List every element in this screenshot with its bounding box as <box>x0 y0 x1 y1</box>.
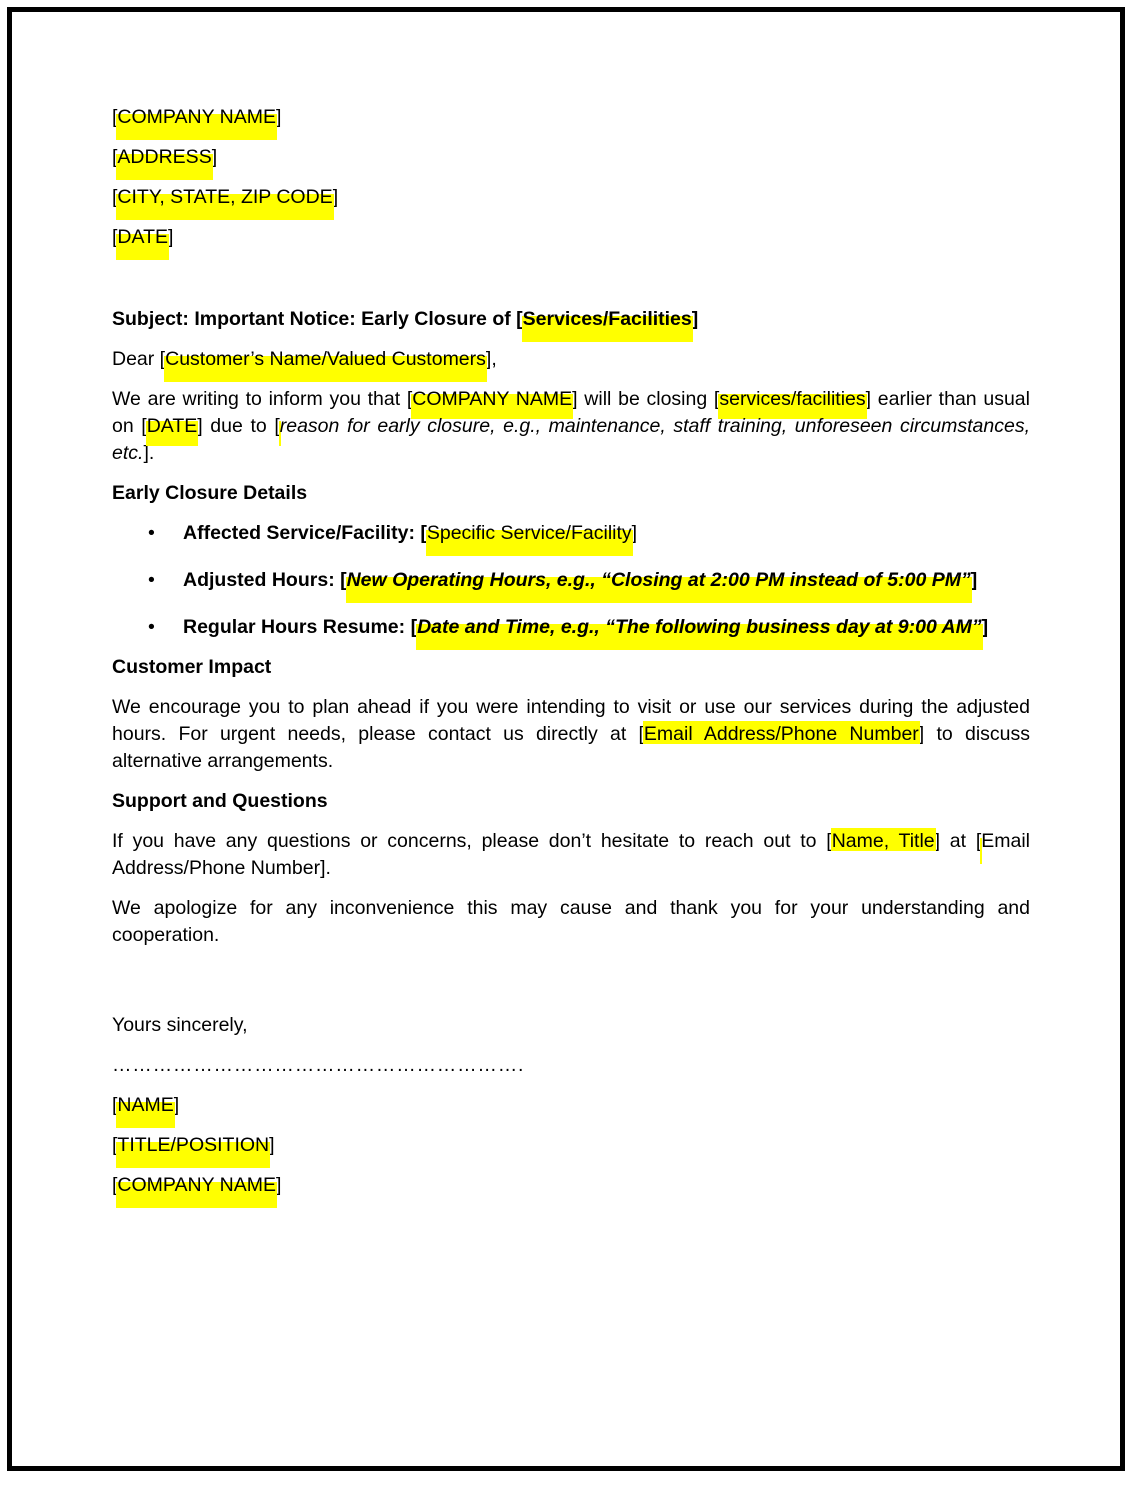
support-segment-3: ]. <box>320 857 331 879</box>
signer-company-line <box>112 1172 1030 1199</box>
placeholder-email-phone-impact: Email Address/Phone Number <box>643 723 919 745</box>
support-questions-paragraph <box>112 828 1030 882</box>
sender-address-line <box>112 144 1030 171</box>
placeholder-services-facilities: Services/Facilities <box>522 308 692 330</box>
sign-off-line: Yours sincerely, <box>112 1014 248 1036</box>
placeholder-address: ADDRESS <box>117 146 212 168</box>
early-closure-details-list <box>112 520 1030 641</box>
placeholder-date-inline: DATE <box>146 415 198 437</box>
placeholder-signer-title: TITLE/POSITION <box>117 1134 270 1156</box>
intro-segment-3: ] earlier than usual on [ <box>112 388 1030 437</box>
placeholder-customer-name: Customer’s Name/Valued Customers <box>165 348 486 370</box>
list-item-label: Regular Hours Resume <box>183 616 399 638</box>
list-item-separator: : [ <box>398 616 418 638</box>
close-bracket: ] <box>211 146 218 168</box>
placeholder-company-name-inline: COMPANY NAME <box>412 388 573 410</box>
salutation-suffix: ], <box>485 348 497 370</box>
placeholder-company-name: COMPANY NAME <box>117 106 276 128</box>
placeholder-regular-hours-resume-datetime: Date and Time, e.g., “The following business day at 9:00 AM” <box>417 616 982 638</box>
list-item <box>112 614 1030 641</box>
close-bracket: ] <box>275 106 282 128</box>
sender-city-state-zip-line <box>112 184 1030 211</box>
support-segment-1: If you have any questions or concerns, please don’t hesitate to reach out to [ <box>112 830 832 852</box>
placeholder-name-title: Name, Title <box>831 830 935 852</box>
open-bracket: [ <box>112 1174 118 1196</box>
apology-paragraph: We apologize for any inconvenience this may cause and thank you for your understanding and cooperation. <box>112 897 1030 946</box>
open-bracket: [ <box>112 186 118 208</box>
intro-paragraph <box>112 386 1030 467</box>
placeholder-city-state-zip: CITY, STATE, ZIP CODE <box>117 186 333 208</box>
subject-label: Subject: Important Notice: Early Closure of [ <box>112 308 523 330</box>
support-segment-2: ] at [ <box>934 830 982 852</box>
list-item-label: Affected Service/Facility <box>183 522 409 544</box>
intro-segment-4: ] due to [ <box>197 415 280 437</box>
placeholder-services-facilities-inline: services/facilities <box>719 388 866 410</box>
open-bracket: [ <box>112 1094 118 1116</box>
list-item-separator: : [ <box>328 569 347 591</box>
close-bracket: ] <box>691 308 699 330</box>
letter-body <box>112 104 1030 1212</box>
close-bracket: ] <box>269 1134 275 1156</box>
header-spacer <box>112 264 1030 306</box>
open-bracket: [ <box>112 226 118 248</box>
placeholder-new-operating-hours: New Operating Hours, e.g., “Closing at 2:00 PM instead of 5:00 PM” <box>346 569 971 591</box>
placeholder-date: DATE <box>117 226 168 248</box>
sender-company-line <box>112 104 1030 131</box>
list-item <box>112 520 1030 547</box>
bullet-point-icon: • <box>148 616 155 638</box>
list-item-label: Adjusted Hours <box>183 569 329 591</box>
bullet-point-icon: • <box>148 569 155 591</box>
close-bracket: ] <box>970 569 978 591</box>
heading-customer-impact: Customer Impact <box>112 656 272 678</box>
impact-segment-1: We encourage you to plan ahead if you were intending to visit or use our services during the adjusted hours. For urgent needs, please contact us directly at [ <box>112 696 1030 745</box>
signature-spacer <box>112 962 1030 1012</box>
close-bracket: ] <box>981 616 989 638</box>
open-bracket: [ <box>112 146 118 168</box>
placeholder-reason-for-closure: reason for early closure, e.g., maintenance, staff training, unforeseen circumstances, etc. <box>112 415 1030 464</box>
list-item-separator: : [ <box>408 522 427 544</box>
subject-line <box>112 306 1030 333</box>
open-bracket: [ <box>112 1134 118 1156</box>
impact-segment-2: ] to discuss alternative arrangements. <box>112 723 1030 772</box>
list-item <box>112 567 1030 594</box>
salutation-prefix: Dear [ <box>112 348 166 370</box>
customer-impact-paragraph <box>112 694 1030 775</box>
intro-segment-1: We are writing to inform you that [ <box>112 388 413 410</box>
placeholder-email-phone-support: Email Address/Phone Number <box>112 830 1030 879</box>
bullet-point-icon: • <box>148 522 155 544</box>
heading-support-and-questions: Support and Questions <box>112 790 328 812</box>
placeholder-signer-name: NAME <box>117 1094 174 1116</box>
open-bracket: [ <box>112 106 118 128</box>
close-bracket: ] <box>332 186 339 208</box>
signature-line: ……………………………………………………. <box>112 1054 525 1076</box>
intro-segment-5: ]. <box>143 442 155 464</box>
placeholder-specific-service-facility: Specific Service/Facility <box>426 522 632 544</box>
heading-early-closure-details: Early Closure Details <box>112 482 308 504</box>
sender-date-line <box>112 224 1030 251</box>
signer-title-line <box>112 1132 1030 1159</box>
placeholder-signer-company: COMPANY NAME <box>117 1174 276 1196</box>
close-bracket: ] <box>275 1174 282 1196</box>
close-bracket: ] <box>167 226 174 248</box>
close-bracket: ] <box>631 522 638 544</box>
salutation-line <box>112 346 1030 373</box>
signer-name-line <box>112 1092 1030 1119</box>
close-bracket: ] <box>173 1094 180 1116</box>
intro-segment-2: ] will be closing [ <box>572 388 720 410</box>
